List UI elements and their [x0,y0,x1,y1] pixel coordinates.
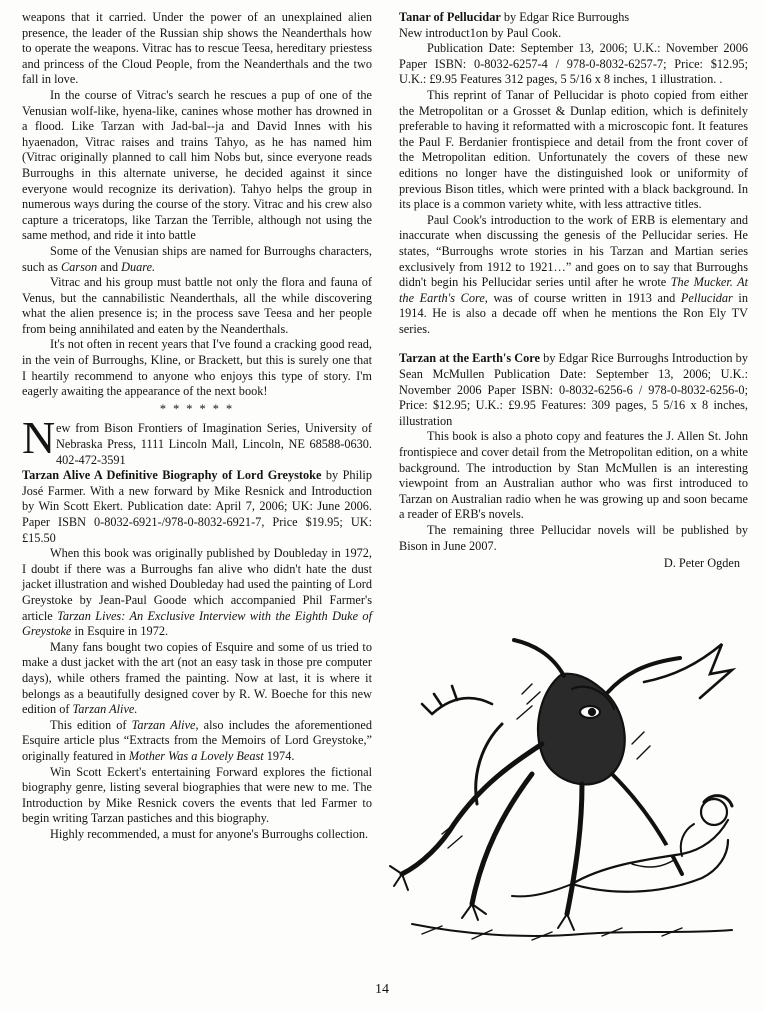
paragraph: This edition of Tarzan Alive, also includes the aforementioned Esquire article plus “Extracts from the Memoirs of Lord Greystoke,” originally featured in Mother Was a Lovely Beast 1974. [22,717,372,763]
paragraph: It's not often in recent years that I've found a cracking good read, in the vein of Burroughs, Kline, or Brackett, but this is surely one that I heartily recommend to anyone who enjoys this type of story. I'm eagerly awaiting the appearance of the next book! [22,337,372,399]
right-column [399,10,748,572]
book-title: Tarzan Alive A Definitive Biography of Lord Greystoke [22,468,322,483]
paragraph: weapons that it carried. Under the power of an unexplained alien presence, the leader of the Russian ship shows the Neanderthals how to operate the weapons. Vitrac has to rescue Teesa, hereditary priestess and princess of the Cloud People, from the Neanderthals and the two fall in love. [22,10,372,87]
paragraph: Publication Date: September 13, 2006; U.K.: November 2006 Paper ISBN: 0-8032-6257-4 / 978-0-8032-6257-7; Price: $12.95; U.K.: £9.95 Features 312 pages, 5 5/16 x 8 inches, 1 illustration. . [399,41,748,87]
paragraph: Some of the Venusian ships are named for Burroughs characters, such as Carson and Duare. [22,243,372,274]
paragraph: This book is also a photo copy and features the J. Allen St. John frontispiece and cover detail from the Metropolitan edition, on a white background. The introduction by Stan McMullen is an interesting viewpoint from an Australian author who was first introduced to Tarzan on Australian radio when he was growing up and soon became a reader of ERB's novels. [399,429,748,522]
paragraph: New introduct1on by Paul Cook. [399,25,562,40]
pen-and-ink-illustration [382,634,754,954]
review-heading: Tanar of Pellucidar by Edgar Rice Burroughs [399,10,630,24]
paragraph: Highly recommended, a must for anyone's Burroughs collection. [50,826,369,841]
review-heading: Tarzan at the Earth's Core by Edgar Rice Burroughs Introduction by Sean McMullen Publication Date: September 13, 2006; U.K.: November 2006 Paper ISBN: 0-8032-6256-6 / 978-0-8032-6256-0; Price: $12.95; U.K.: £9.95 Features: 309 pages, 5 5/16 x 8 inches, illustration [399,351,748,428]
section-divider: * * * * * * [159,401,235,416]
paragraph: In the course of Vitrac's search he rescues a pup of one of the Venusian wolf-like, hyena-like, canines whose mother has drowned in a flood. Like Tarzan with Jad-bal--ja and David Innes with his hyaenadon, Vitrac raises and trains Tahyo, as he has named him (Vitrac originally planned to call him Nobs but, since everyone reads Burroughs in this alternate universe, he decided against it since everyone would recognize its derivation). Tahyo helps the group in numerous ways during the course of the story. Vitrac and his crew also capture a triceratops, like Tarzan the Terrible, although not using the same method, and ride it into battle [22,87,372,243]
left-column [22,10,372,842]
book-title: Tanar of Pellucidar [399,10,501,24]
paragraph: Vitrac and his group must battle not only the flora and fauna of Venus, but the cannabilistic Neanderthals, all the while discovering what the alien presence is; in the process save Teesa and her people from being annihilated and eaten by the Neanderthals. [22,275,372,336]
author-signature: D. Peter Ogden [663,556,740,571]
paragraph: When this book was originally published by Doubleday in 1972, I doubt if there was a Burroughs fan alive who didn't hate the dust jacket illustration and wished Doubleday had used the painting of Lord Greystoke by Jean-Paul Goode which accompanied Phil Farmer's article Tarzan Lives: An Exclusive Interview with the Eighth Duke of Greystoke in Esquire in 1972. [22,546,373,639]
paragraph: The remaining three Pellucidar novels will be published by Bison in June 2007. [399,523,748,553]
paragraph: Win Scott Eckert's entertaining Forward explores the fictional biography genre, listing several biographies that were new to me. The Introduction by Mike Resnick covers the events that led Farmer to begin writing Tarzan pastiches and this biography. [22,764,372,826]
book-title: Tarzan at the Earth's Core [399,351,540,366]
announcement-text: ew from Bison Frontiers of Imagination Series, University of Nebraska Press, 1111 Lincoln Mall, Lincoln, NE 68588-0630. 402-472-3591 [56,421,372,467]
paragraph: This reprint of Tanar of Pellucidar is photo copied from either the Metropolitan or a Grosset & Dunlap edition, which is definitely preferable to having it reformatted with a microscopic font. It features the Paul F. Berdanier frontispiece and detail from the front cover of the Metropolitan edition. Unfortunately the covers of these new editions no longer have the distinguished look or uniformity of previous Bison titles, which were printed with a black background. In its place is a common variety white, with less attractive titles. [399,87,748,212]
page-number: 14 [375,982,389,997]
review-heading: Tarzan Alive A Definitive Biography of Lord Greystoke by Philip José Farmer. With a new forward by Mike Resnick and Introduction by Win Scott Ekert. Publication date: April 7, 2006; UK: June 2006. Paper ISBN 0-8032-6921-/978-0-8032-6921-7, Price $19.95; UK: £15.50 [22,468,372,545]
drop-cap: N [22,412,56,464]
paragraph: Many fans bought two copies of Esquire and some of us tried to make a dust jacket with the art (not an easy task in those pre computer days), while others framed the painting. Now at last, it is where it belongs as a beautifully designed cover by R. W. Boeche for this new edition of Tarzan Alive. [22,639,372,717]
announcement [22,412,372,468]
paragraph: Paul Cook's introduction to the work of ERB is elementary and inaccurate when discussing the genesis of the Pellucidar series. He states, “Burroughs wrote stories in his Tarzan and Martian series exclusively from 1912 to 1921…” and goes on to say that Burroughs didn't begin his Pellucidar series until after he wrote The Mucker. At the Earth's Core, was of course written in 1913 and Pellucidar in 1914. He is also a decade off when he mentions the Ron Ely TV series. [399,212,749,336]
